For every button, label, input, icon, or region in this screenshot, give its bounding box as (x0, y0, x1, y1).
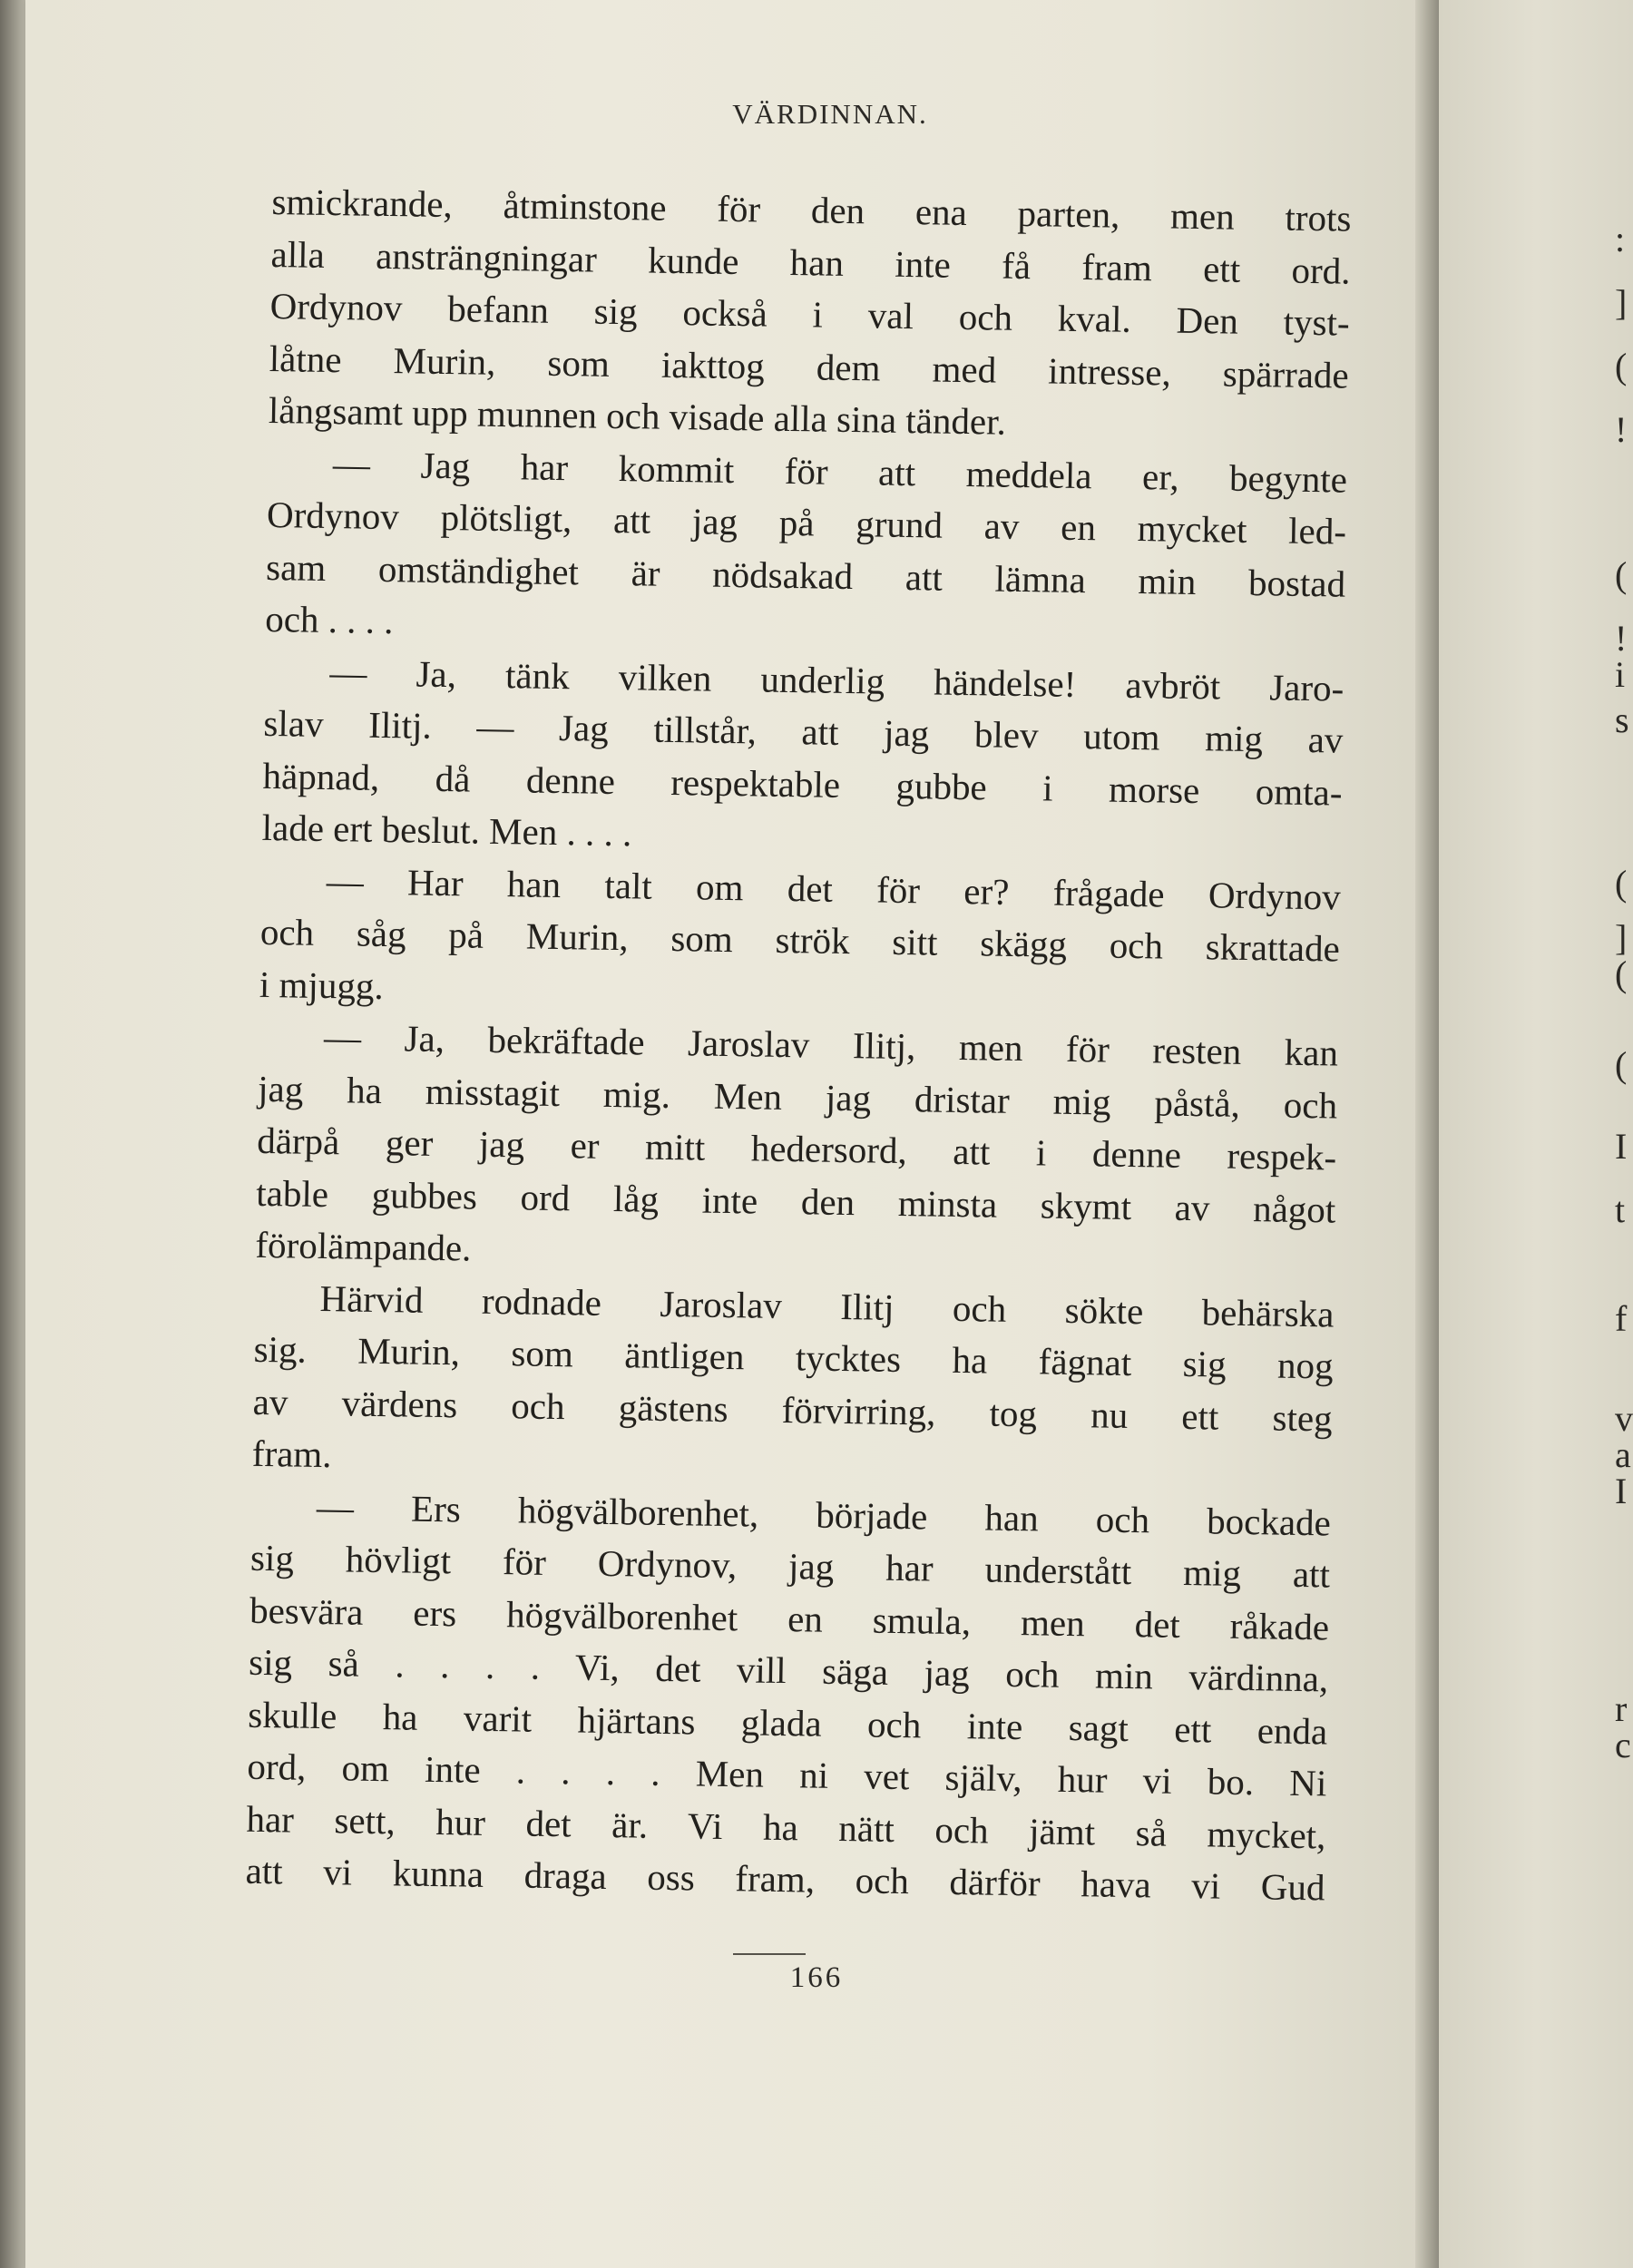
text-line: besvära ers högvälborenhet en smula, men det råkade (249, 1589, 1330, 1647)
text-line: av värdens och gästens förvirring, tog nu ett steg (252, 1380, 1334, 1440)
text-line: — Ers högvälborenhet, började han och bockade (316, 1485, 1332, 1544)
text-line: alla ansträngningar kunde han inte få fram ett ord. (270, 232, 1351, 292)
adjacent-page-letters (1615, 0, 1633, 2268)
text-line: skulle ha varit hjärtans glada och inte sagt ett enda (248, 1693, 1328, 1752)
text-line: i mjugg. (259, 963, 385, 1007)
adjacent-page-letter: v (1615, 1398, 1633, 1439)
text-line: Ordynov befann sig också i val och kval. Den tyst- (269, 284, 1350, 344)
text-line: långsamt upp munnen och visade alla sina tänder. (268, 388, 1007, 443)
text-line: Ordynov plötsligt, att jag på grund av en mycket led- (266, 493, 1347, 552)
text-line: — Ja, tänk vilken underlig händelse! avbröt Jaro- (329, 650, 1345, 709)
text-line: jag ha misstagit mig. Men jag dristar mig påstå, och (257, 1067, 1338, 1127)
text-line: därpå ger jag er mitt hedersord, att i denne respek- (256, 1119, 1337, 1178)
text-line: sig hövligt för Ordynov, jag har understått mig att (249, 1536, 1331, 1596)
adjacent-page-letter: ] (1615, 917, 1628, 958)
text-line: ord, om inte . . . . Men ni vet själv, hur vi bo. Ni (247, 1745, 1327, 1804)
text-line: och . . . . (264, 597, 394, 642)
adjacent-page-letter: i (1615, 654, 1626, 695)
adjacent-page-letter: a (1615, 1434, 1631, 1475)
book-gutter (0, 0, 25, 2268)
text-line: slav Ilitj. — Jag tillstår, att jag blev utom mig av (263, 701, 1344, 761)
text-line: — Ja, bekräftade Jaroslav Ilitj, men för resten kan (323, 1016, 1339, 1074)
adjacent-page-letter: ! (1615, 618, 1628, 659)
text-line: sig så . . . . Vi, det vill säga jag och min värdinna, (248, 1640, 1329, 1700)
text-line: låtne Murin, som iakttog dem med intresse, spärrade (269, 337, 1350, 396)
text-line: smickrande, åtminstone för den ena parten, men trots (271, 180, 1352, 240)
text-line: sam omständighet är nödsakad att lämna min bostad (265, 545, 1346, 605)
text-line: har sett, hur det är. Vi ha nätt och jämt så mycket, (246, 1797, 1326, 1856)
adjacent-page-letter: ( (1615, 953, 1628, 994)
page-number: 166 (789, 1961, 844, 1994)
text-line: sig. Murin, som äntligen tycktes ha fägnat sig nog (253, 1327, 1334, 1387)
text-line: att vi kunna draga oss fram, och därför hava vi Gud (245, 1849, 1325, 1909)
text-line: lade ert beslut. Men . . . . (261, 806, 632, 855)
page-fold-shadow (1415, 0, 1439, 2268)
adjacent-page-letter: s (1615, 699, 1629, 740)
adjacent-page-letter: f (1615, 1298, 1628, 1339)
text-line: Härvid rodnade Jaroslav Ilitj och sökte behärska (319, 1276, 1335, 1335)
adjacent-page (1439, 0, 1633, 2268)
adjacent-page-letter: ( (1615, 346, 1628, 386)
text-line: — Jag har kommit för att meddela er, begynte (332, 442, 1348, 501)
adjacent-page-letter: ( (1615, 554, 1628, 595)
text-line: table gubbes ord låg inte den minsta skymt av något (256, 1171, 1336, 1231)
adjacent-page-letter: ! (1615, 409, 1628, 450)
adjacent-page-letter: ( (1615, 1044, 1628, 1085)
adjacent-page-letter: t (1615, 1189, 1626, 1230)
adjacent-page-letter: ( (1615, 863, 1628, 904)
adjacent-page-letter: c (1615, 1725, 1631, 1765)
text-line: — Har han talt om det för er? frågade Ordynov (326, 859, 1342, 918)
text-line: häpnad, då denne respektable gubbe i morse omta- (262, 754, 1343, 814)
text-line: förolämpande. (255, 1223, 472, 1269)
adjacent-page-letter: ] (1615, 282, 1628, 323)
body-text (245, 176, 1352, 1914)
adjacent-page-letter: I (1615, 1471, 1628, 1511)
running-head: VÄRDINNAN. (732, 98, 928, 130)
text-line: och såg på Murin, som strök sitt skägg och skrattade (259, 910, 1341, 970)
page-number-rule (733, 1953, 806, 1955)
text-line: fram. (251, 1432, 332, 1476)
adjacent-page-letter: r (1615, 1688, 1628, 1729)
adjacent-page-letter: : (1615, 219, 1626, 259)
adjacent-page-letter: I (1615, 1126, 1628, 1167)
